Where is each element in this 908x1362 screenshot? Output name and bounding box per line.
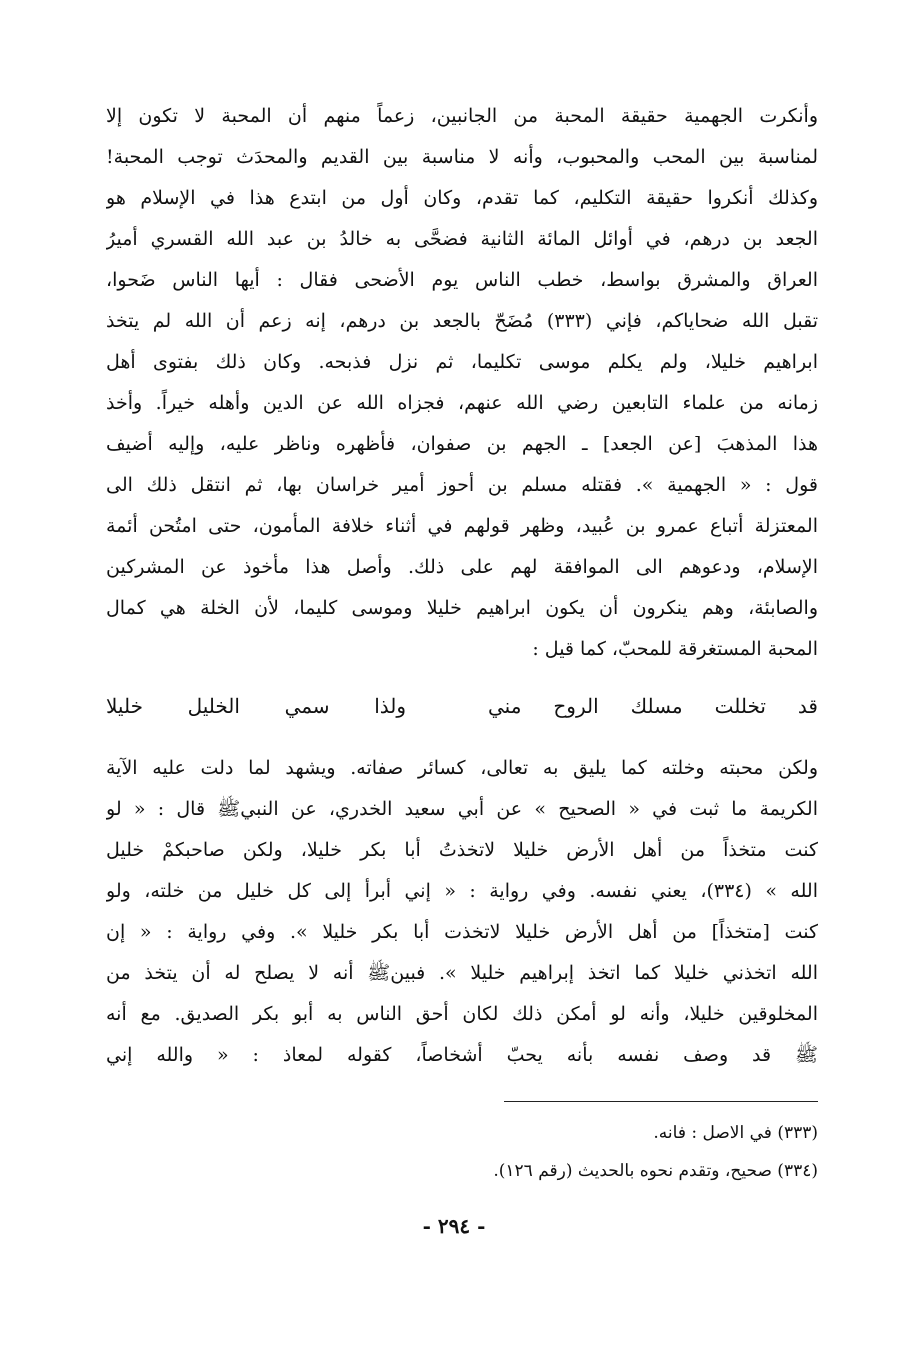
text-line: ولكن محبته وخلته كما يليق به تعالى، كسائر صفاته. ويشهد لما دلت عليه الآية (106, 757, 818, 779)
text-line: وكذلك أنكروا حقيقة التكليم، كما تقدم، وكان أول من ابتدع هذا في الإسلام هو (106, 187, 818, 209)
text-line: لمناسبة بين المحب والمحبوب، وأنه لا مناسبة بين القديم والمحدَث توجب المحبة! (106, 146, 818, 168)
text-line: قول : « الجهمية ». فقتله مسلم بن أحوز أمير خراسان بها، ثم انتقل ذلك الى (106, 474, 818, 496)
text-line: هذا المذهبَ [عن الجعد] ـ الجهم بن صفوان، فأظهره وناظر عليه، وإليه أضيف (106, 433, 818, 455)
text-line: الله اتخذني خليلا كما اتخذ إبراهيم خليلا ». فبينﷺ أنه لا يصلح له أن يتخذ من (106, 962, 818, 984)
text-line: الإسلام، ودعوهم الى الموافقة لهم على ذلك. وأصل هذا مأخوذ عن المشركين (106, 556, 818, 578)
text-line: العراق والمشرق بواسط، خطب الناس يوم الأضحى فقال : أيها الناس ضَحوا، (106, 269, 818, 291)
text-line: الله » (٣٣٤)، يعني نفسه. وفي رواية : « إني أبرأ إلى كل خليل من خلته، ولو (106, 880, 818, 902)
paragraph-1 (106, 96, 818, 670)
text-line: تقبل الله ضحاياكم، فإني (٣٣٣) مُضَحّ بالجعد بن درهم، إنه زعم أن الله لم يتخذ (106, 310, 818, 332)
text-line: والصابئة، وهم ينكرون أن يكون ابراهيم خليلا وموسى كليما، لأن الخلة هي كمال (106, 597, 818, 619)
text-line: زمانه من علماء التابعين رضي الله عنهم، فجزاه الله عن الدين وأهله خيراً. وأخذ (106, 392, 818, 414)
text-line: الجعد بن درهم، في أوائل المائة الثانية فضحَّى به خالدُ بن عبد الله القسري أميرُ (106, 228, 818, 250)
text-line: ابراهيم خليلا، ولم يكلم موسى تكليما، ثم نزل فذبحه. وكان ذلك بفتوى أهل (106, 351, 818, 373)
verse-hemistich-second: ولذا سمي الخليل خليلا (106, 694, 406, 718)
text-line: ﷺ قد وصف نفسه بأنه يحبّ أشخاصاً، كقوله لمعاذ : « والله إني (106, 1044, 818, 1066)
footnotes (106, 1114, 818, 1190)
verse-hemistich-first: قد تخللت مسلك الروح مني (488, 694, 818, 718)
text-line: الكريمة ما ثبت في « الصحيح » عن أبي سعيد الخدري، عن النبيﷺ قال : « لو (106, 798, 818, 820)
text-line: وأنكرت الجهمية حقيقة المحبة من الجانبين، زعماً منهم أن المحبة لا تكون إلا (106, 105, 818, 127)
poetry-verse (106, 684, 818, 728)
paragraph-2 (106, 748, 818, 1076)
page-number: - ٢٩٤ - (422, 1214, 486, 1238)
text-line: المعتزلة أتباع عمرو بن عُبيد، وظهر قولهم في أثناء خلافة المأمون، حتى امتُحن أئمة (106, 515, 818, 537)
text-line: المحبة المستغرقة للمحبّ، كما قيل : (532, 638, 818, 660)
text-line: كنت متخذاً من أهل الأرض خليلا لاتخذتُ أبا بكر خليلا، ولكن صاحبكمْ خليل (106, 839, 818, 861)
footnote-divider (504, 1101, 818, 1102)
text-line: كنت [متخذاً] من أهل الأرض خليلا لاتخذت أبا بكر خليلا ». وفي رواية : « إن (106, 921, 818, 943)
footnote: (٣٣٣) في الاصل : فانه. (653, 1123, 818, 1143)
text-line: المخلوقين خليلا، وأنه لو أمكن ذلك لكان أحق الناس به أبو بكر الصديق. مع أنه (106, 1003, 818, 1025)
footnote: (٣٣٤) صحيح، وتقدم نحوه بالحديث (رقم ١٢٦). (493, 1161, 818, 1181)
